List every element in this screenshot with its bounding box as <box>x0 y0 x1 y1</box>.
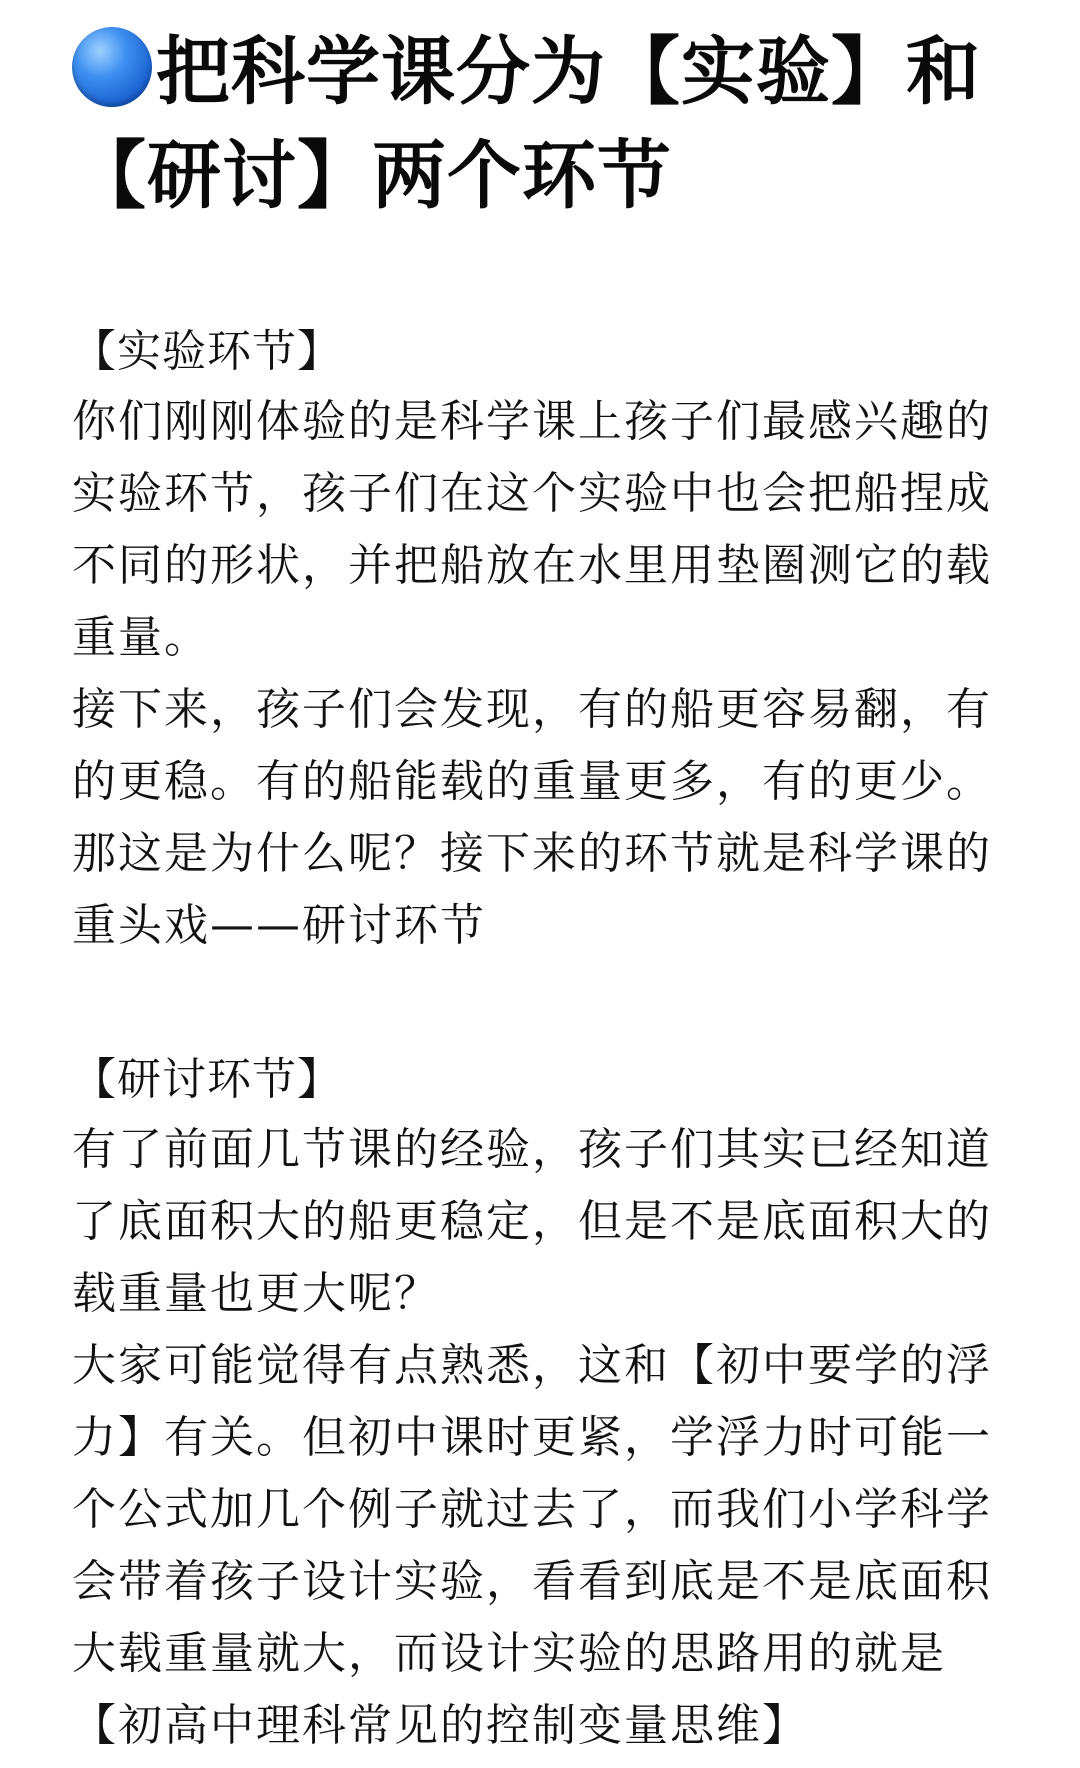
document-page <box>72 20 1012 1762</box>
section-heading: 【研讨环节】 <box>72 1054 342 1105</box>
paragraph: 大家可能觉得有点熟悉，这和【初中要学的浮力】有关。但初中课时更紧，学浮力时可能一个公式加几个例子就过去了，而我们小学科学会带着孩子设计实验，看看到底是不是底面积大载重量就大，而设计实验的思路用的就是【初高中理科常见的控制变量思维】 <box>72 1340 992 1751</box>
spacer <box>72 228 1012 318</box>
paragraph: 接下来，孩子们会发现，有的船更容易翻，有的更稳。有的船能载的重量更多，有的更少。那这是为什么呢？接下来的环节就是科学课的重头戏——研讨环节 <box>72 684 992 951</box>
paragraph: 你们刚刚体验的是科学课上孩子们最感兴趣的实验环节，孩子们在这个实验中也会把船捏成不同的形状，并把船放在水里用垫圈测它的载重量。 <box>72 396 992 663</box>
paragraph: 有了前面几节课的经验，孩子们其实已经知道了底面积大的船更稳定，但是不是底面积大的载重量也更大呢？ <box>72 1124 992 1319</box>
spacer <box>72 962 1012 1046</box>
section-heading: 【实验环节】 <box>72 326 342 377</box>
page-title <box>72 20 1012 228</box>
section-discussion <box>72 1046 1012 1762</box>
blue-circle-icon <box>72 27 152 107</box>
page-title-text: 把科学课分为【实验】和【研讨】两个环节 <box>72 29 981 219</box>
section-experiment <box>72 318 1012 962</box>
